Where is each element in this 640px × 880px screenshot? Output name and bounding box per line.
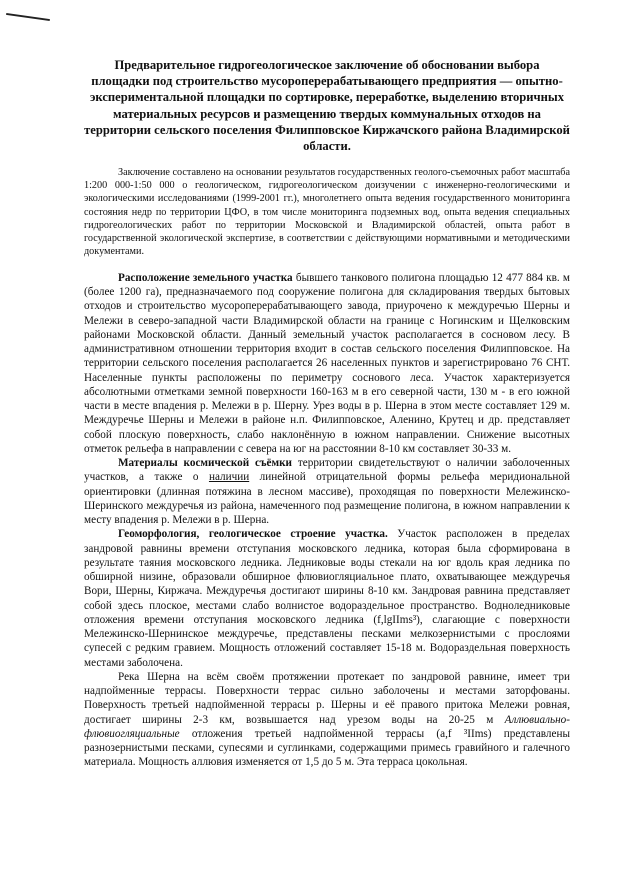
paragraph-location-text: бывшего танкового полигона площадью 12 477 884 кв. м (более 1200 га), предназначаемого под сооружение полигона для складирования твердых бытовых отходов и строительство мусороперерабатывающего завода, приурочено к междуречью Шерны и Мележи в северо-западной части Владимирской области на границе с Ногинским и Щелковским районами Московской области. Данный земельный участок располагается в сосновом лесу. В административном отношении территория входит в состав сельского поселения Филипповское. На территории сельского поселения располагается 26 населенных пунктов и зарегистрировано 76 СНТ. Населенные пункты расположены по периметру соснового леса. Участок характеризуется абсолютными отметками земной поверхности 160-163 м в его северной части, 130 м - в его южной части в месте впадения р. Мележи в р. Шерну. Урез воды в р. Шерна в этом месте составляет 129 м. Междуречье Шерны и Мележи в районе н.п. Филипповское, Аленино, Крутец и др. представляет собой плоскую поверхность, слабо наклонённую в южном направлении. Снижение высотных отметок рельефа в направлении с севера на юг на расстоянии 8-10 км составляет 30-33 м. bbox=[84, 271, 571, 455]
intro-text: Заключение составлено на основании результатов государственных геолого-съемочных работ масштаба 1:200 000-1:50 000 о геологическом, гидрогеологическом доизучении с инженерно-геологическими и экологическими исследованиями (1999-2001 гг.), многолетнего опыта ведения государственного мониторинга состояния недр по территории ЦФО, в том числе мониторинга подземных вод, опыта ведения специальных гидрогеологических работ по территории Московской и Владимирской областей, опыта работ в государственной экологической экспертизе, в соответствии с действующими нормативными и методическими документами. bbox=[84, 167, 570, 257]
intro-paragraph bbox=[84, 166, 570, 258]
paragraph-geomorphology-text: Участок расположен в пределах зандровой равнины времени отступания московского ледника, которая была сформирована в результате таяния московского ледника. Ледниковые воды стекали на юг вдоль края ледника по обширной низине, образовали обширное флювиогляциальное плато, охватывающее междуречья Вори, Шерны, Киржача. Междуречья достигают ширины 8-10 км. Зандровая равнина представляет собой здесь плоское, местами слабо волнистое водораздельное пространство. Водноледниковые отложения времени отступания московского ледника (f,lgIIms³), слагающие с поверхности Мележинско-Шернинское междуречье, представлены песками мелкозернистыми с прослоями супесей с редким гравием. Мощность отложений составляет 15-18 м. Водораздельная поверхность местами заболочена. bbox=[84, 528, 571, 669]
scan-mark bbox=[6, 13, 50, 21]
paragraph-river-text-b: отложения третьей надпойменной террасы (a,f ³IIms) представлены разнозернистыми песками, супесями и суглинками, содержащими примесь гравийного и галечного материала. Мощность аллювия изменяется от 1,5 до 5 м. Эта терраса цокольная. bbox=[84, 727, 570, 769]
paragraph-satellite bbox=[84, 456, 570, 527]
paragraph-geomorphology bbox=[84, 527, 570, 670]
paragraph-river-text-a: Река Шерна на всём своём протяжении протекает по зандровой равнине, имеет три надпойменные террасы. Поверхности террас сильно заболочены и местами заторфованы. Поверхность третьей надпойменной террасы р. Шерны и её правого притока Мележи ровная, достигает ширины 2-3 км, возвышается над урезом воды на 20-25 м bbox=[84, 670, 570, 726]
paragraph-satellite-heading: Материалы космической съёмки bbox=[118, 457, 293, 470]
paragraph-satellite-underlined: наличии bbox=[208, 471, 250, 484]
document-page bbox=[84, 57, 570, 770]
paragraph-location bbox=[84, 271, 570, 456]
paragraph-location-heading: Расположение земельного участка bbox=[118, 271, 293, 284]
paragraph-satellite-text-b: линейной отрицательной формы рельефа меридиональной ориентировки (длинная потяжина в лесном массиве), проходящая по поверхности Мележинско-Шеринского междуречья из района, намеченного под размещение полигона, в южном направлении к месту впадения р. Мележи в р. Шерна. bbox=[84, 471, 570, 527]
paragraph-satellite-text-a: территории свидетельствуют о наличии заболоченных участков, а также о bbox=[84, 457, 570, 484]
paragraph-river-italic: Аллювиально-флювиогляциальные bbox=[84, 713, 570, 740]
document-title: Предварительное гидрогеологическое заключение об обосновании выбора площадки под строительство мусороперерабатывающего предприятия — опытно-экспериментальной площадки по сортировке, переработке, выделению вторичных материальных ресурсов и размещению твердых коммунальных отходов на территории сельского поселения Филипповское Киржачского района Владимирской области. bbox=[84, 58, 570, 154]
paragraph-geomorphology-heading: Геоморфология, геологическое строение участка. bbox=[118, 528, 388, 541]
paragraph-river bbox=[84, 670, 570, 770]
